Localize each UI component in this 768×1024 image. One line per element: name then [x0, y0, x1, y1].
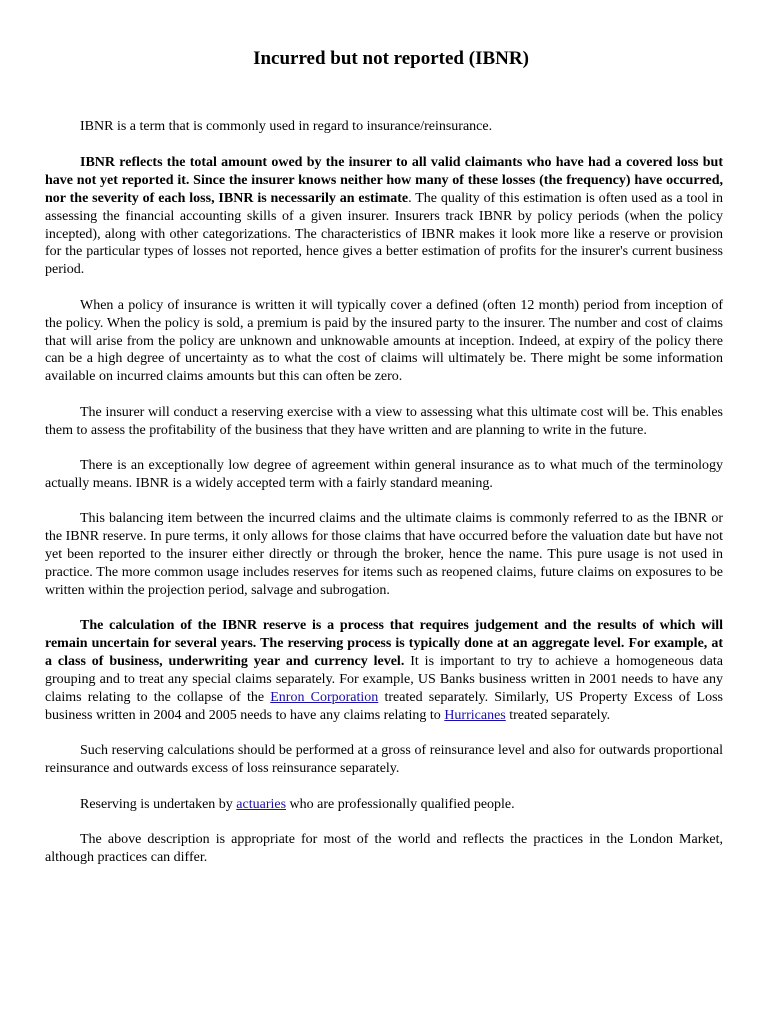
hurricanes-link[interactable]: Hurricanes: [444, 707, 506, 723]
paragraph-london-market: [45, 831, 723, 867]
balancing-item-text: This balancing item between the incurred claims and the ultimate claims is commonly referred to as the IBNR or the IBNR reserve. In pure terms, it only allows for those claims that have occurred before the valuation date but have not yet been reported to the insurer either directly or through the broker, hence the name. This pure usage is not used in practice. The more common usage includes reserves for items such as reopened claims, future claims on exposures to be written within the projection period, salvage and subrogation.: [45, 511, 723, 599]
definition-bold-text: IBNR reflects the total amount owed by the insurer to all valid claimants who have had a covered loss but have not yet reported it. Since the insurer knows neither how many of these losses (the frequency) have occurred, nor the severity of each loss, IBNR is necessarily an estimate: [45, 154, 723, 206]
page-title: Incurred but not reported (IBNR): [253, 48, 529, 69]
paragraph-intro: [45, 118, 723, 136]
policy-text: When a policy of insurance is written it will typically cover a defined (often 12 month) period from inception of the policy. When the policy is sold, a premium is paid by the insured party to the insurer. The number and cost of claims that will arise from the policy are unknown and unknowable amounts at inception. Indeed, at expiry of the policy there can be a high degree of uncertainty as to what the cost of claims will ultimately be. There might be some information available on incurred claims amounts but this can often be zero.: [45, 297, 723, 385]
paragraph-calculation: [45, 617, 723, 724]
paragraph-gross-reinsurance: [45, 742, 723, 778]
calculation-text-c: treated separately.: [505, 707, 611, 723]
actuaries-link[interactable]: actuaries: [236, 796, 287, 812]
paragraph-terminology: [45, 457, 723, 493]
calculation-text-a: It is important to try to achieve a homogeneous data grouping and to treat any special claims separately. For example, US Banks business written in 2001 needs to have any claims relating to the collapse of the: [45, 654, 723, 706]
calculation-bold-text: The calculation of the IBNR reserve is a process that requires judgement and the results of which will remain uncertain for several years. The reserving process is typically done at an aggregate level. For example, at a class of business, underwriting year and currency level.: [45, 618, 723, 670]
actuaries-text-b: who are professionally qualified people.: [286, 796, 515, 812]
terminology-text: There is an exceptionally low degree of agreement within general insurance as to what much of the terminology actually means. IBNR is a widely accepted term with a fairly standard meaning.: [45, 458, 723, 491]
reserving-exercise-text: The insurer will conduct a reserving exercise with a view to assessing what this ultimate cost will be. This enables them to assess the profitability of the business that they have written and are planning to write in the future.: [45, 404, 723, 438]
london-market-text: The above description is appropriate for most of the world and reflects the practices in the London Market, although practices can differ.: [45, 832, 723, 865]
paragraph-balancing-item: [45, 510, 723, 600]
actuaries-text-a: Reserving is undertaken by: [80, 796, 237, 812]
paragraph-intro-text: IBNR is a term that is commonly used in regard to insurance/reinsurance.: [80, 119, 493, 134]
paragraph-actuaries: [45, 796, 723, 814]
paragraph-definition: [45, 154, 723, 279]
paragraph-reserving-exercise: [45, 404, 723, 440]
calculation-text-b: treated separately. Similarly, US Property Excess of Loss business written in 2004 and 2005 needs to have any claims relating to: [45, 690, 723, 723]
definition-text: . The quality of this estimation is often used as a tool in assessing the financial accounting skills of a given insurer. Insurers track IBNR by policy periods (when the policy incepted), along with other categorizations. The characteristics of IBNR makes it look more like a reserve or provision for the particular types of losses not reported, hence gives a better estimation of profits for the insurer's current business period.: [45, 190, 723, 278]
enron-corporation-link[interactable]: Enron Corporation: [270, 690, 379, 706]
paragraph-policy: [45, 297, 723, 387]
gross-reinsurance-text: Such reserving calculations should be performed at a gross of reinsurance level and also for outwards proportional reinsurance and outwards excess of loss reinsurance separately.: [45, 743, 723, 777]
